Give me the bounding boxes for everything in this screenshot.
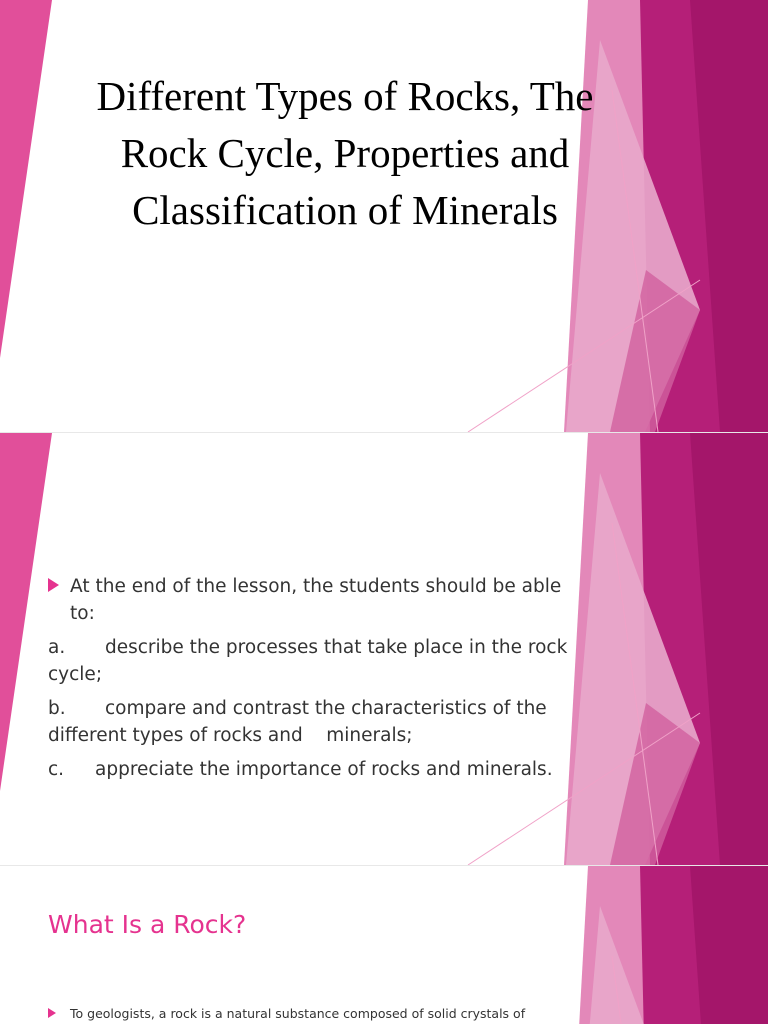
item-label: a. [48,637,66,658]
title-line: Different Types of Rocks, The [96,73,594,119]
rock-definition-bullet [48,1006,525,1021]
slide-title [0,0,768,432]
intro-bullet [48,573,568,627]
bullet-arrow-icon [48,578,59,592]
slide-objectives [0,433,768,865]
bullet-arrow-icon [48,1008,56,1018]
item-text: describe the processes that take place in the rock cycle; [48,637,568,685]
item-label: b. [48,698,66,719]
item-text: appreciate the importance of rocks and minerals. [95,759,553,780]
objectives-list [48,573,568,790]
item-label: c. [48,759,65,780]
objective-item [48,756,568,783]
bullet-text: To geologists, a rock is a natural substance composed of solid crystals of [70,1006,526,1021]
slide-what-is-rock [0,866,768,1024]
slide-heading: What Is a Rock? [48,910,247,939]
slide-title-text [40,68,650,239]
slide-decoration [0,866,768,1024]
objective-item [48,634,568,688]
objective-item [48,695,568,749]
title-line: Rock Cycle, Properties and [120,130,570,176]
intro-text: At the end of the lesson, the students should be able to: [70,576,562,624]
item-text: compare and contrast the characteristics of the different types of rocks and minerals; [48,698,553,746]
title-line: Classification of Minerals [132,187,558,233]
